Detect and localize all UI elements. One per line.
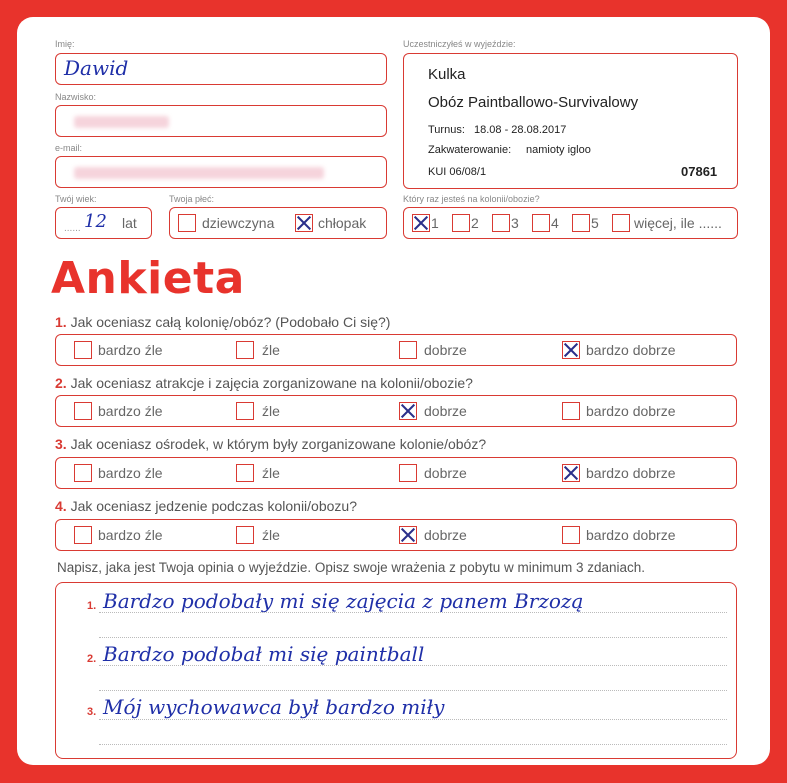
q4-checkbox-dobrze[interactable] <box>399 526 417 544</box>
q4-option-bardzo-dobrze: bardzo dobrze <box>586 527 676 543</box>
times-checkbox-1[interactable] <box>412 214 430 232</box>
gender-option-male: chłopak <box>318 215 367 231</box>
name-value: Dawid <box>64 56 129 80</box>
q4-checkbox-bardzo-dobrze[interactable] <box>562 526 580 544</box>
turnus-label: Turnus: <box>428 124 465 136</box>
question-2-number: 2. <box>55 375 67 391</box>
gender-checkbox-female[interactable] <box>178 214 196 232</box>
opinion-prompt: Napisz, jaka jest Twoja opinia o wyjeździe. Opisz swoje wrażenia z pobytu w minimum 3 zdaniach. <box>57 560 646 575</box>
times-option-1: 1 <box>431 215 439 231</box>
times-option-3: 3 <box>511 215 519 231</box>
age-unit: lat <box>122 215 137 231</box>
q2-option-bardzo-dobrze: bardzo dobrze <box>586 403 676 419</box>
q2-checkbox-zle[interactable] <box>236 402 254 420</box>
surname-label: Nazwisko: <box>55 92 97 102</box>
trip-code: KUI 06/08/1 <box>428 166 487 178</box>
email-label: e-mail: <box>55 143 83 153</box>
times-option-more: więcej, ile ...... <box>634 215 722 231</box>
surname-redaction <box>74 116 169 128</box>
q3-option-bardzo-zle: bardzo źle <box>98 465 163 481</box>
times-option-2: 2 <box>471 215 479 231</box>
question-2 <box>55 375 473 391</box>
q3-checkbox-zle[interactable] <box>236 464 254 482</box>
turnus-value: 18.08 - 28.08.2017 <box>474 124 567 136</box>
trip-number: 07861 <box>681 164 718 179</box>
q1-option-zle: źle <box>262 342 280 358</box>
question-1-text: Jak oceniasz całą kolonię/obóz? (Podobało Ci się?) <box>70 314 391 330</box>
q3-option-zle: źle <box>262 465 280 481</box>
question-3-number: 3. <box>55 436 67 452</box>
opinion-line-2b <box>99 690 727 691</box>
q4-option-zle: źle <box>262 527 280 543</box>
opinion-line-1b <box>99 637 727 638</box>
q2-option-zle: źle <box>262 403 280 419</box>
q4-checkbox-zle[interactable] <box>236 526 254 544</box>
gender-label: Twoja płeć: <box>169 194 215 204</box>
q1-checkbox-bardzo-dobrze[interactable] <box>562 341 580 359</box>
gender-field <box>169 207 387 239</box>
q1-option-bardzo-zle: bardzo źle <box>98 342 163 358</box>
gender-option-female: dziewczyna <box>202 215 275 231</box>
age-field[interactable] <box>55 207 152 239</box>
times-checkbox-4[interactable] <box>532 214 550 232</box>
survey-paper <box>17 17 770 765</box>
times-checkbox-2[interactable] <box>452 214 470 232</box>
age-dots: ...... <box>64 223 81 234</box>
opinion-line-1 <box>99 612 727 613</box>
opinion-answer-1: Bardzo podobały mi się zajęcia z panem Brzozą <box>103 589 584 613</box>
gender-checkbox-male[interactable] <box>295 214 313 232</box>
name-field[interactable] <box>55 53 387 85</box>
q1-checkbox-dobrze[interactable] <box>399 341 417 359</box>
surname-field[interactable] <box>55 105 387 137</box>
name-label: Imię: <box>55 39 75 49</box>
q3-checkbox-bardzo-dobrze[interactable] <box>562 464 580 482</box>
accommodation-value: namioty igloo <box>526 144 591 156</box>
question-4 <box>55 498 357 514</box>
q2-checkbox-bardzo-zle[interactable] <box>74 402 92 420</box>
opinion-answer-2: Bardzo podobał mi się paintball <box>103 642 425 666</box>
times-option-5: 5 <box>591 215 599 231</box>
email-redaction <box>74 167 324 179</box>
q3-checkbox-bardzo-zle[interactable] <box>74 464 92 482</box>
question-2-text: Jak oceniasz atrakcje i zajęcia zorganizowane na kolonii/obozie? <box>70 375 473 391</box>
opinion-answer-3: Mój wychowawca był bardzo miły <box>103 695 445 719</box>
q4-checkbox-bardzo-zle[interactable] <box>74 526 92 544</box>
opinion-line-3b <box>99 744 727 745</box>
question-1-options <box>55 334 737 366</box>
trip-name: Kulka <box>428 66 466 83</box>
question-3-text: Jak oceniasz ośrodek, w którym były zorganizowane kolonie/obóz? <box>70 436 487 452</box>
q4-option-dobrze: dobrze <box>424 527 467 543</box>
question-4-options <box>55 519 737 551</box>
q2-checkbox-dobrze[interactable] <box>399 402 417 420</box>
question-2-options <box>55 395 737 427</box>
opinion-line-3 <box>99 719 727 720</box>
age-value: 12 <box>84 211 107 232</box>
trip-label: Uczestniczyłeś w wyjeździe: <box>403 39 516 49</box>
q1-checkbox-zle[interactable] <box>236 341 254 359</box>
opinion-number-1: 1. <box>87 600 97 612</box>
opinion-number-3: 3. <box>87 706 97 718</box>
times-field <box>403 207 738 239</box>
q3-option-dobrze: dobrze <box>424 465 467 481</box>
q1-option-bardzo-dobrze: bardzo dobrze <box>586 342 676 358</box>
q3-checkbox-dobrze[interactable] <box>399 464 417 482</box>
trip-title: Obóz Paintballowo-Survivalowy <box>428 94 639 111</box>
accommodation-label: Zakwaterowanie: <box>428 144 512 156</box>
times-checkbox-more[interactable] <box>612 214 630 232</box>
times-option-4: 4 <box>551 215 559 231</box>
question-1 <box>55 314 390 330</box>
q4-option-bardzo-zle: bardzo źle <box>98 527 163 543</box>
email-field[interactable] <box>55 156 387 188</box>
q2-option-dobrze: dobrze <box>424 403 467 419</box>
times-checkbox-3[interactable] <box>492 214 510 232</box>
question-4-text: Jak oceniasz jedzenie podczas kolonii/obozu? <box>70 498 357 514</box>
opinion-number-2: 2. <box>87 653 97 665</box>
q2-checkbox-bardzo-dobrze[interactable] <box>562 402 580 420</box>
age-label: Twój wiek: <box>55 194 97 204</box>
times-checkbox-5[interactable] <box>572 214 590 232</box>
survey-title: Ankieta <box>51 253 245 304</box>
question-3-options <box>55 457 737 489</box>
opinion-line-2 <box>99 665 727 666</box>
times-label: Który raz jesteś na kolonii/obozie? <box>403 194 540 204</box>
q3-option-bardzo-dobrze: bardzo dobrze <box>586 465 676 481</box>
q1-option-dobrze: dobrze <box>424 342 467 358</box>
trip-info-box <box>403 53 738 189</box>
question-1-number: 1. <box>55 314 67 330</box>
q1-checkbox-bardzo-zle[interactable] <box>74 341 92 359</box>
question-3 <box>55 436 486 452</box>
question-4-number: 4. <box>55 498 67 514</box>
q2-option-bardzo-zle: bardzo źle <box>98 403 163 419</box>
